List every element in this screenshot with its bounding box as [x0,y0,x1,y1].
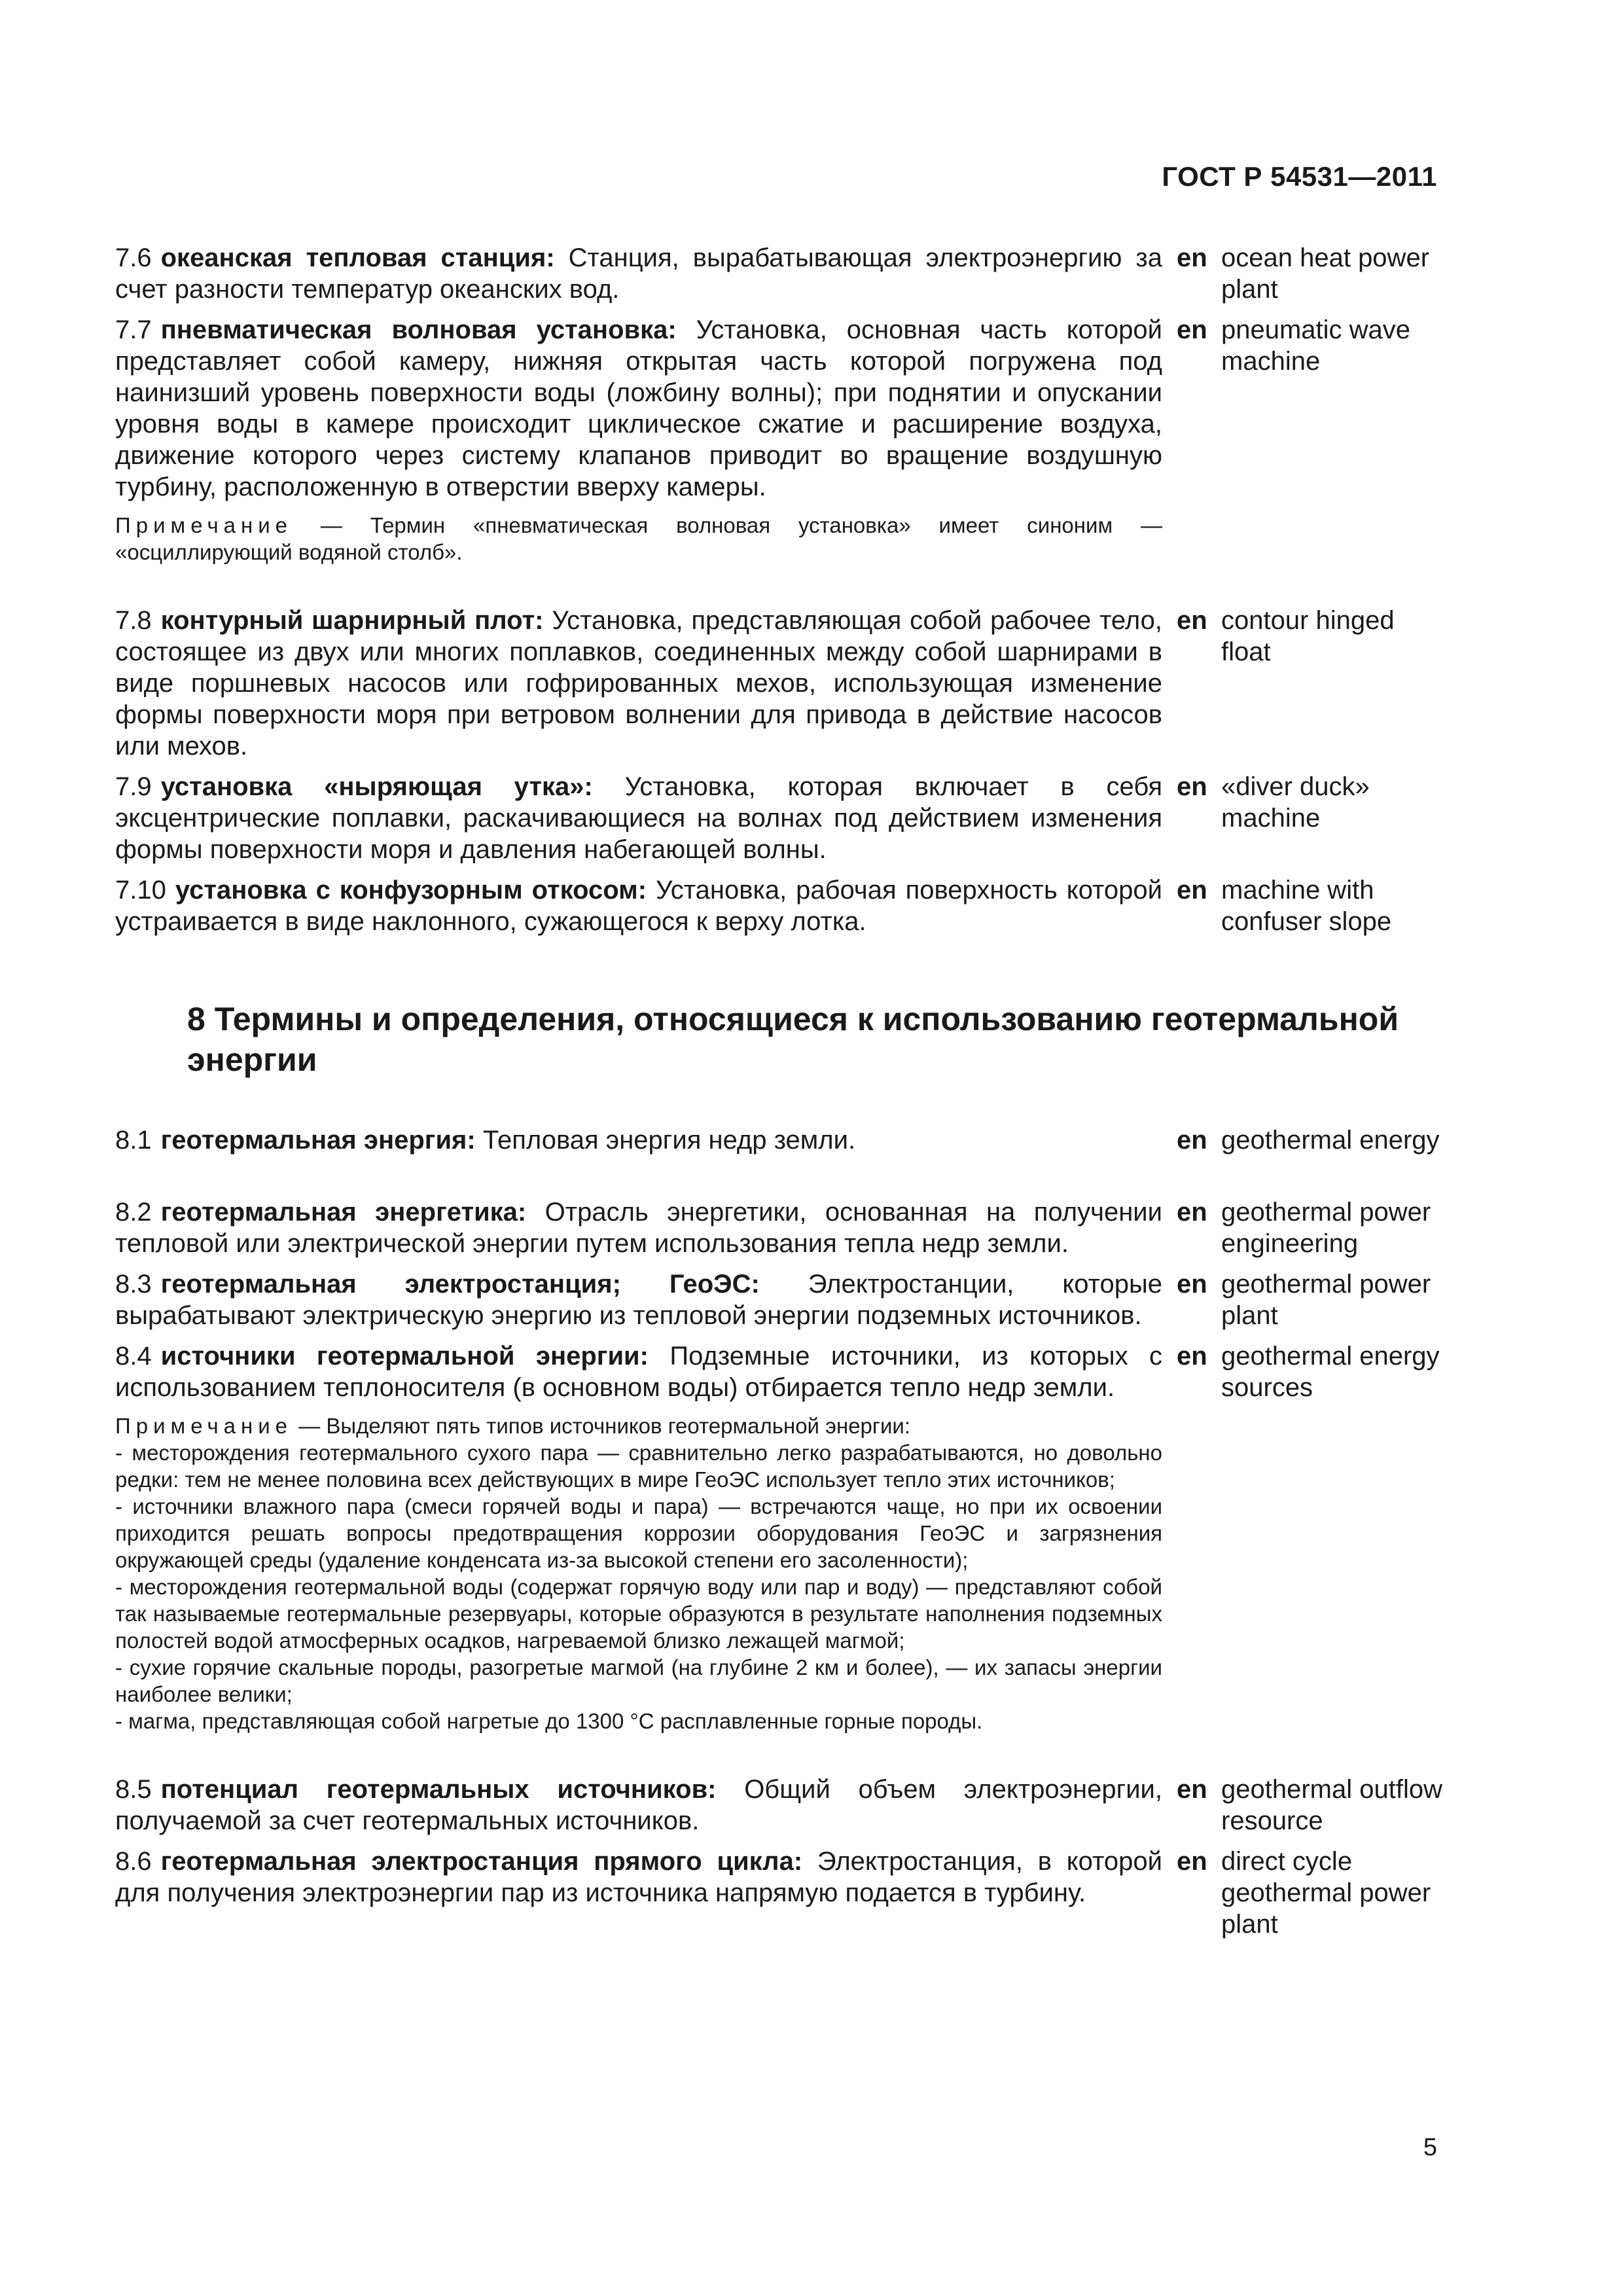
term-number: 8.2 [115,1198,152,1227]
language-code: en [1177,1775,1207,1804]
term-definition: Общий объем электроэнергии, получаемой за счет геотермальных источников. [115,1775,1162,1835]
english-equivalent: geothermal energy sources [1221,1342,1440,1402]
section-8-title: 8 Термины и определения, относящиеся к использованию геотермальной энергии [187,1001,1399,1078]
term-entry-8-3 [115,1268,1437,1331]
term-definition: Подземные источники, из которых с использованием теплоносителя (в основном воды) отбирается тепло недр земли. [115,1342,1162,1402]
note-list-item: - сухие горячие скальные породы, разогретые магмой (на глубине 2 км и более), — их запасы энергии наиболее велики; [115,1655,1162,1706]
term-definition: Отрасль энергетики, основанная на получении тепловой или электрической энергии путем использования тепла недр земли. [115,1198,1162,1258]
language-code: en [1177,1847,1207,1876]
term-definition: Установка, основная часть которой представляет собой камеру, нижняя открытая часть которой погружена под наинизший уровень поверхности воды (ложбину волны); при поднятии и опускании уровня воды в камере происходит циклическое сжатие и расширение воздуха, движение которого через систему клапанов приводит во вращение воздушную турбину, расположенную в отверстии вверху камеры. [115,315,1162,501]
term-number: 7.7 [115,315,152,344]
term-entry-7-7 [115,314,1437,503]
term-entry-7-6 [115,242,1437,305]
term-entry-8-1 [115,1124,1440,1187]
term-entry-8-6 [115,1846,1437,1939]
standard-designation: ГОСТ Р 54531—2011 [1162,161,1437,192]
page-number: 5 [1423,2134,1437,2161]
term-definition: Тепловая энергия недр земли. [482,1126,856,1155]
term-entry-8-4 [115,1340,1440,1403]
term-name: геотермальная электростанция; ГеоЭС: [160,1270,760,1299]
note-label: Примечание [115,1414,293,1438]
term-name: установка «ныряющая утка»: [160,772,593,801]
english-equivalent: pneumatic wave machine [1221,315,1411,376]
term-name: геотермальная электростанция прямого цикла: [160,1847,803,1876]
term-name: геотермальная энергетика: [160,1198,527,1227]
note-list-item: - месторождения геотермального сухого пара — сравнительно легко разрабатываются, но довольно редки: тем не менее половина всех действующих в мире ГеоЭС использует тепло этих источников; [115,1441,1162,1492]
term-definition: Установка, которая включает в себя эксцентрические поплавки, раскачивающиеся на волнах под действием изменения формы поверхности моря и давления набегающей волны. [115,772,1163,864]
term-entry-7-8 [115,605,1437,762]
english-equivalent: geothermal outflow resource [1221,1775,1442,1835]
note-intro: — Выделяют пять типов источников геотермальной энергии: [298,1414,910,1438]
term-name: контурный шарнирный плот: [160,606,544,635]
english-equivalent: geothermal power engineering [1221,1198,1431,1258]
language-code: en [1177,606,1207,635]
term-name: потенциал геотермальных источников: [160,1775,717,1804]
english-equivalent: geothermal power plant [1221,1270,1431,1330]
term-number: 7.9 [115,772,152,801]
term-entry-7-9 [115,771,1437,865]
language-code: en [1177,1270,1207,1299]
term-number: 8.4 [115,1342,152,1371]
term-number: 7.8 [115,606,152,635]
term-number: 7.6 [115,243,152,272]
term-number: 8.5 [115,1775,152,1804]
term-definition: Установка, представляющая собой рабочее тело, состоящее из двух или многих поплавков, соединенных между собой шарнирами в виде поршневых насосов или гофрированных мехов, использующая изменение формы поверхности моря при ветровом волнении для привода в действие насосов или мехов. [115,606,1163,761]
term-name: источники геотермальной энергии: [160,1342,649,1371]
term-definition: Электростанции, которые вырабатывают электрическую энергию из тепловой энергии подземных источников. [115,1270,1162,1330]
english-equivalent: direct cycle geothermal power plant [1221,1847,1431,1939]
term-name: пневматическая волновая установка: [160,315,677,344]
section-8-entries [115,1124,1442,1939]
term-number: 8.3 [115,1270,152,1299]
term-name: геотермальная энергия: [160,1126,476,1155]
term-name: установка с конфузорным откосом: [175,876,647,905]
language-code: en [1177,1126,1207,1155]
section-7-entries [115,242,1437,937]
note-list-item: - магма, представляющая собой нагретые до 1300 °С расплавленные горные породы. [115,1709,983,1733]
language-code: en [1177,315,1207,344]
term-name: океанская тепловая станция: [160,243,555,272]
language-code: en [1177,772,1207,801]
term-entry-7-10 [115,874,1437,937]
english-equivalent: contour hinged float [1221,606,1395,666]
language-code: en [1177,243,1207,272]
term-entry-8-2 [115,1196,1437,1259]
english-equivalent: machine with confuser slope [1221,876,1392,936]
english-equivalent: geothermal energy [1221,1126,1440,1155]
term-number: 8.1 [115,1126,152,1155]
note-text: — Термин «пневматическая волновая установка» имеет синоним — «осциллирующий водяной столб». [115,513,1162,564]
term-definition: Установка, рабочая поверхность которой устраивается в виде наклонного, сужающегося к верху лотка. [115,876,1163,936]
note-label: Примечание [115,513,293,537]
term-definition: Станция, вырабатывающая электроэнергию за счет разности температур океанских вод. [115,243,1162,304]
note-list-item: - месторождения геотермальной воды (содержат горячую воду или пар и воду) — представляют собой так называемые геотермальные резервуары, которые образуются в результате наполнения подземных полостей водой атмосферных осадков, нагреваемой близко лежащей магмой; [115,1575,1162,1653]
note-7-7 [115,512,1162,565]
term-entry-8-5 [115,1774,1442,1837]
language-code: en [1177,876,1207,905]
language-code: en [1177,1342,1207,1371]
term-number: 8.6 [115,1847,152,1876]
language-code: en [1177,1198,1207,1227]
note-8-4 [115,1412,1162,1734]
note-list-item: - источники влажного пара (смеси горячей воды и пара) — встречаются чаще, но при их освоении приходится решать вопросы предотвращения коррозии оборудования ГеоЭС и загрязнения окружающей среды (удаление конденсата из-за высокой степени его засоленности); [115,1494,1162,1572]
english-equivalent: ocean heat power plant [1221,243,1430,304]
english-equivalent: «diver duck» machine [1221,772,1370,833]
term-number: 7.10 [115,876,166,905]
term-definition: Электростанция, в которой для получения электроэнергии пар из источника напрямую подается в турбину. [115,1847,1162,1907]
